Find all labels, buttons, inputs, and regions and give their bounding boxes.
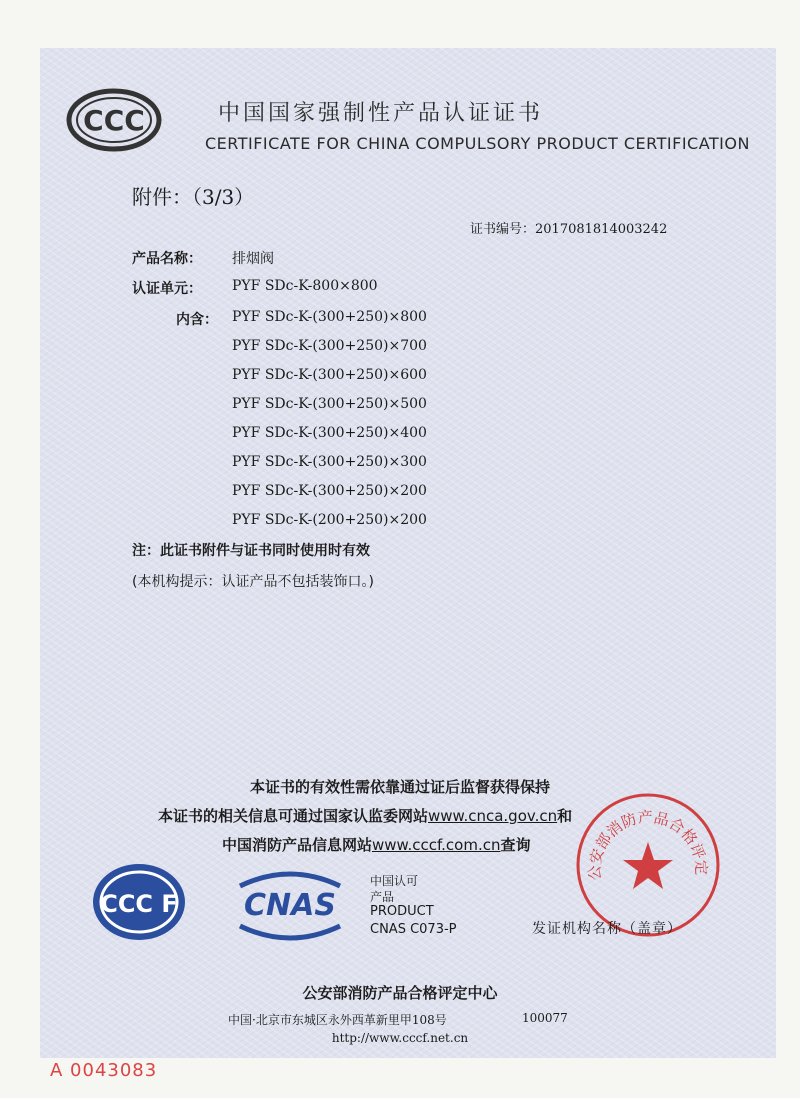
contains-item: PYF SDc-K-(200+250)×200 bbox=[232, 512, 427, 528]
unit-value: PYF SDc-K-800×800 bbox=[232, 278, 378, 294]
cccf-link[interactable]: www.cccf.com.cn bbox=[372, 836, 501, 854]
cnas-cn-2: 产品 bbox=[370, 890, 395, 904]
cnas-code: CNAS C073-P bbox=[370, 922, 457, 937]
seal-text: 公安部消防产品合格评定 bbox=[585, 807, 711, 881]
ccc-f-logo-text: CCC F bbox=[100, 890, 178, 918]
footer-line-2 bbox=[158, 805, 572, 826]
annex-page: 附件：（3/3） bbox=[132, 185, 255, 209]
contains-item: PYF SDc-K-(300+250)×300 bbox=[232, 454, 427, 470]
title-cn: 中国国家强制性产品认证证书 bbox=[218, 101, 544, 126]
ccc-logo-text: CCC bbox=[83, 104, 145, 137]
cnas-cn-1: 中国认可 bbox=[370, 874, 419, 888]
footer-line-1: 本证书的有效性需依靠通过证后监督获得保持 bbox=[249, 778, 550, 796]
validity-note: 注：此证书附件与证书同时使用时有效 bbox=[132, 543, 370, 559]
org-name: 公安部消防产品合格评定中心 bbox=[302, 984, 498, 1002]
product-value: 排烟阀 bbox=[232, 251, 274, 267]
cert-number bbox=[470, 218, 667, 237]
ccc-logo-icon bbox=[66, 88, 162, 152]
title-en: CERTIFICATE FOR CHINA COMPULSORY PRODUCT CERTIFICATION bbox=[205, 134, 750, 153]
footer-line-2-prefix: 本证书的相关信息可通过国家认监委网站 bbox=[158, 807, 429, 825]
contains-item: PYF SDc-K-(300+250)×800 bbox=[232, 309, 427, 325]
footer-line-3-suffix: 查询 bbox=[500, 836, 531, 854]
cert-number-value: 2017081814003242 bbox=[535, 222, 668, 237]
serial-number: A 0043083 bbox=[50, 1060, 158, 1081]
cnas-logo-text: CNAS bbox=[244, 888, 336, 923]
footer-line-2-suffix: 和 bbox=[557, 807, 573, 825]
institution-hint: (本机构提示：认证产品不包括装饰口。) bbox=[132, 574, 374, 590]
cnas-product: PRODUCT bbox=[370, 904, 434, 919]
org-address: 中国·北京市东城区永外西革新里甲108号 bbox=[228, 1013, 447, 1027]
contains-item: PYF SDc-K-(300+250)×200 bbox=[232, 483, 427, 499]
product-label: 产品名称： bbox=[132, 251, 202, 267]
footer-line-3 bbox=[222, 834, 530, 855]
org-postcode: 100077 bbox=[522, 1011, 568, 1025]
contains-item: PYF SDc-K-(300+250)×400 bbox=[232, 425, 427, 441]
contains-item: PYF SDc-K-(300+250)×500 bbox=[232, 396, 427, 412]
org-url[interactable]: http://www.cccf.net.cn bbox=[331, 1031, 469, 1045]
unit-label: 认证单元： bbox=[132, 281, 202, 297]
footer-line-3-prefix: 中国消防产品信息网站 bbox=[222, 836, 373, 854]
cnas-logo-icon bbox=[230, 868, 350, 942]
contains-item: PYF SDc-K-(300+250)×600 bbox=[232, 367, 427, 383]
ccc-f-logo-icon bbox=[92, 862, 186, 942]
contains-label: 内含： bbox=[176, 312, 218, 328]
cert-number-label: 证书编号： bbox=[470, 222, 536, 237]
contains-item: PYF SDc-K-(300+250)×700 bbox=[232, 338, 427, 354]
issuer-label: 发证机构名称（盖章） bbox=[532, 921, 682, 937]
cnca-link[interactable]: www.cnca.gov.cn bbox=[428, 807, 558, 825]
